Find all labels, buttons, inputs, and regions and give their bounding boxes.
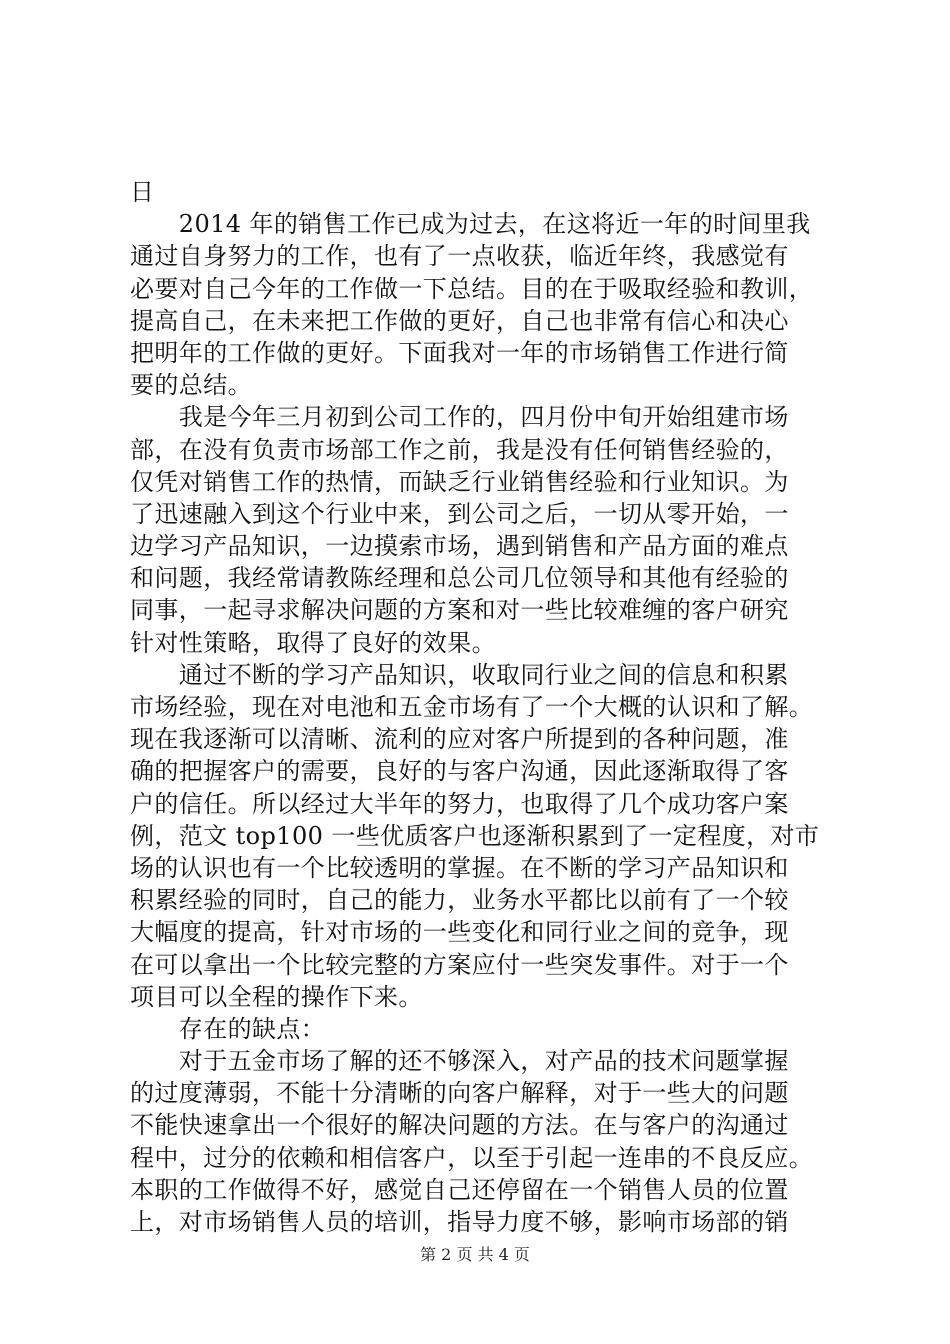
- body-text: [130, 176, 850, 1238]
- text-line: 现在我逐渐可以清晰、流利的应对客户所提到的各种问题，准: [130, 725, 789, 754]
- text-line: 项目可以全程的操作下来。: [130, 982, 423, 1011]
- text-line: 场的认识也有一个比较透明的掌握。在不断的学习产品知识和: [130, 853, 789, 882]
- text-line: 市场经验，现在对电池和五金市场有了一个大概的认识和了解。: [130, 693, 814, 721]
- text-line: 我是今年三月初到公司工作的，四月份中旬开始组建市场: [130, 403, 789, 432]
- text-line: 针对性策略，取得了良好的效果。: [130, 628, 496, 657]
- text-line: 程中，过分的依赖和相信客户，以至于引起一连串的不良反应。: [130, 1143, 814, 1172]
- text-line: 和问题，我经常请教陈经理和总公司几位领导和其他有经验的: [130, 564, 789, 593]
- text-line: 把明年的工作做的更好。下面我对一年的市场销售工作进行简: [130, 338, 789, 367]
- text-line: 必要对自己今年的工作做一下总结。目的在于吸取经验和教训，: [130, 274, 814, 303]
- text-line: 2014 年的销售工作已成为过去，在这将近一年的时间里我: [130, 210, 811, 239]
- text-line: 例，范文 top100 一些优质客户也逐渐积累到了一定程度，对市: [130, 821, 820, 850]
- text-line: 上，对市场销售人员的培训，指导力度不够，影响市场部的销: [130, 1208, 789, 1236]
- text-line: 确的把握客户的需要，良好的与客户沟通，因此逐渐取得了客: [130, 757, 789, 786]
- text-line: 同事，一起寻求解决问题的方案和对一些比较难缠的客户研究: [130, 596, 789, 625]
- text-line: 对于五金市场了解的还不够深入，对产品的技术问题掌握: [130, 1047, 789, 1076]
- text-line: 边学习产品知识，一边摸索市场，遇到销售和产品方面的难点: [130, 532, 789, 561]
- text-line: 要的总结。: [130, 371, 252, 400]
- text-line: 存在的缺点：: [130, 1014, 326, 1043]
- text-line: 大幅度的提高，针对市场的一些变化和同行业之间的竞争，现: [130, 918, 789, 947]
- text-line: 通过不断的学习产品知识，收取同行业之间的信息和积累: [130, 660, 789, 689]
- text-line: 不能快速拿出一个很好的解决问题的方法。在与客户的沟通过: [130, 1111, 789, 1140]
- text-line: 的过度薄弱，不能十分清晰的向客户解释，对于一些大的问题: [130, 1079, 789, 1108]
- text-line: 日: [130, 178, 155, 206]
- text-line: 本职的工作做得不好，感觉自己还停留在一个销售人员的位置: [130, 1175, 789, 1204]
- text-line: 仅凭对销售工作的热情，而缺乏行业销售经验和行业知识。为: [130, 467, 789, 496]
- page-number-footer: 第 2 页 共 4 页: [420, 1245, 530, 1264]
- text-line: 户的信任。所以经过大半年的努力，也取得了几个成功客户案: [130, 789, 789, 818]
- text-line: 通过自身努力的工作，也有了一点收获，临近年终，我感觉有: [130, 242, 789, 271]
- text-line: 了迅速融入到这个行业中来，到公司之后，一切从零开始，一: [130, 499, 789, 528]
- text-line: 提高自己，在未来把工作做的更好，自己也非常有信心和决心: [130, 306, 789, 335]
- text-line: 在可以拿出一个比较完整的方案应付一些突发事件。对于一个: [130, 950, 789, 979]
- text-line: 积累经验的同时，自己的能力，业务水平都比以前有了一个较: [130, 886, 789, 915]
- text-line: 部，在没有负责市场部工作之前，我是没有任何销售经验的，: [130, 435, 789, 464]
